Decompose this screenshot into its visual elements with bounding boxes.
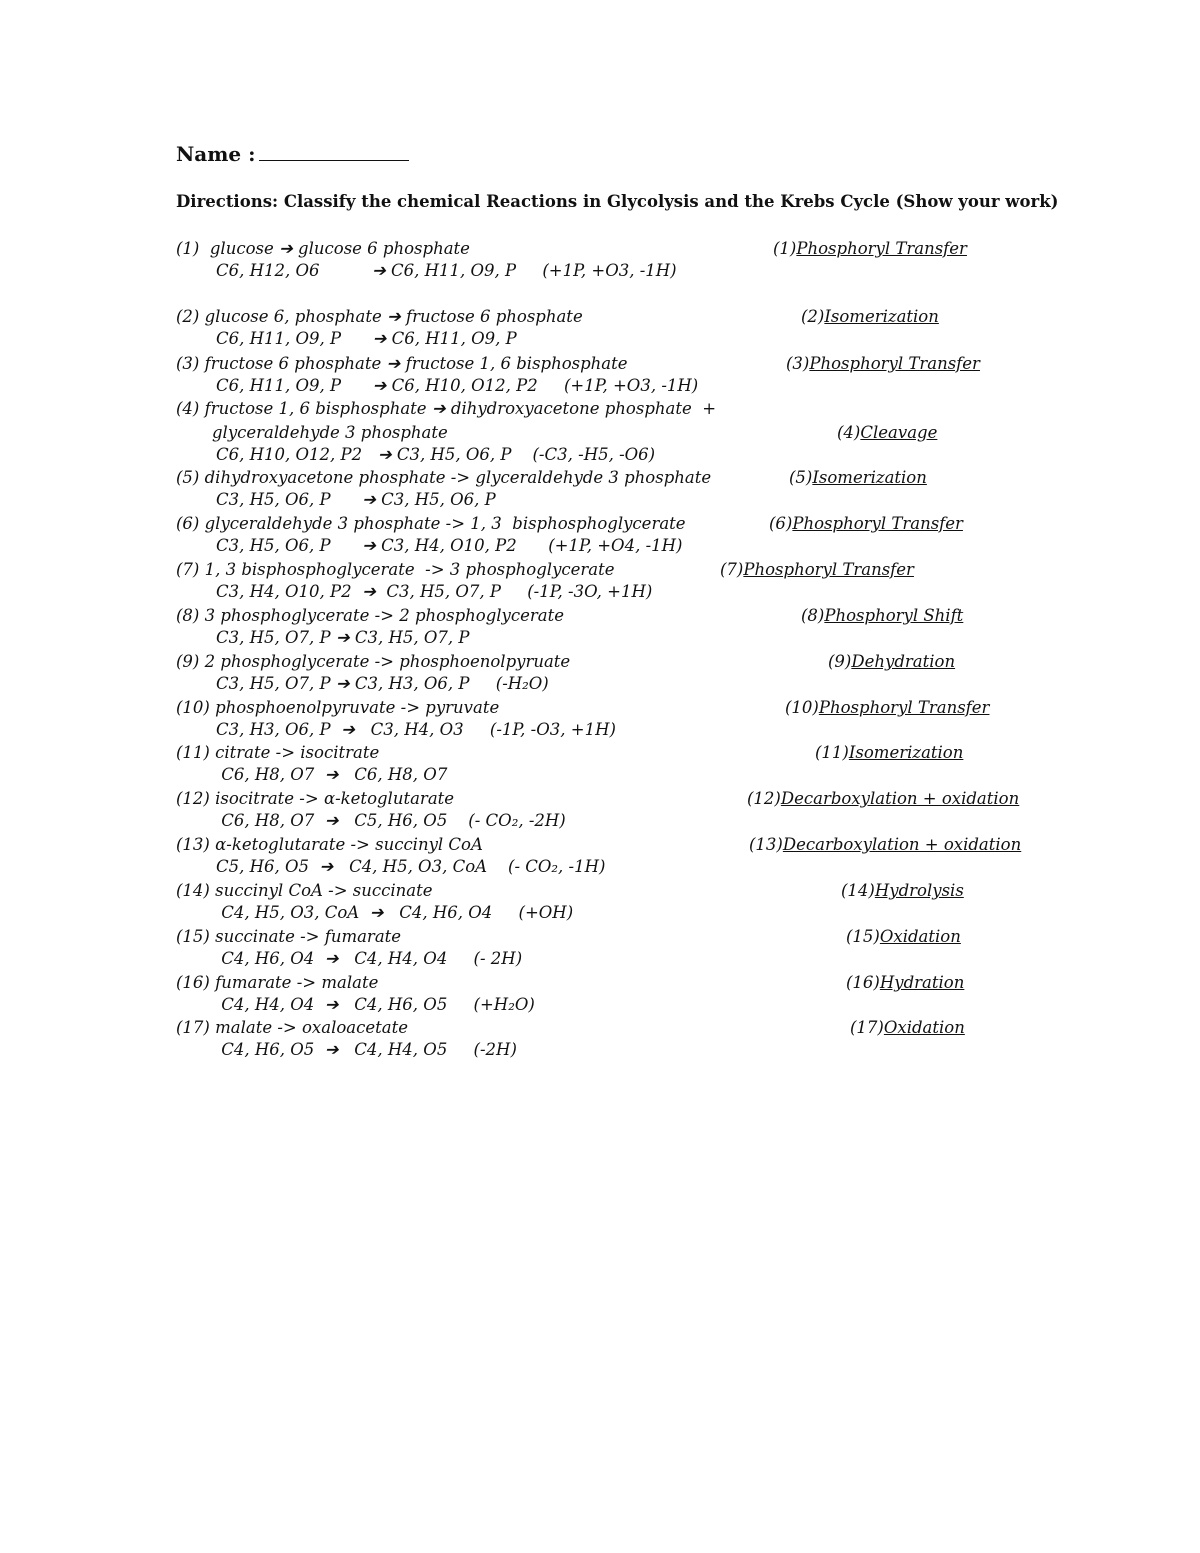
classification-answer: Phosphoryl Transfer — [809, 354, 980, 373]
reaction-formula: C3, H5, O7, P ➔ C3, H5, O7, P — [216, 628, 470, 647]
reaction-equation: (2) glucose 6, phosphate ➔ fructose 6 phosphate — [176, 307, 583, 326]
classification-answer: Oxidation — [883, 1018, 965, 1037]
reaction-formula: C4, H4, O4 ➔ C4, H6, O5 (+H₂O) — [216, 995, 535, 1014]
reaction-equation: (5) dihydroxyacetone phosphate -> glyceraldehyde 3 phosphate — [176, 468, 712, 487]
reaction-equation: (14) succinyl CoA -> succinate — [176, 881, 433, 900]
classification-number: (2) — [801, 307, 825, 326]
reaction-classification — [749, 835, 1021, 855]
reaction-classification — [720, 560, 914, 580]
name-blank-line[interactable] — [259, 142, 409, 161]
reaction-classification — [786, 354, 980, 374]
reaction-formula: C3, H5, O7, P ➔ C3, H3, O6, P (-H₂O) — [216, 674, 549, 693]
reaction-formula: C3, H5, O6, P ➔ C3, H5, O6, P — [216, 490, 496, 509]
classification-answer: Hydration — [879, 973, 965, 992]
classification-number: (17) — [850, 1018, 884, 1037]
classification-number: (12) — [747, 789, 781, 808]
reaction-classification — [846, 973, 964, 993]
reaction-classification — [801, 606, 963, 626]
reaction-formula: C3, H4, O10, P2 ➔ C3, H5, O7, P (-1P, -3O, +1H) — [216, 582, 653, 601]
reaction-equation: (3) fructose 6 phosphate ➔ fructose 1, 6 bisphosphate — [176, 354, 628, 373]
reaction-classification — [773, 239, 967, 259]
reaction-equation: (1) glucose ➔ glucose 6 phosphate — [176, 239, 470, 258]
classification-answer: Phosphoryl Transfer — [818, 698, 990, 717]
reaction-equation: (7) 1, 3 bisphosphoglycerate -> 3 phosphoglycerate — [176, 560, 615, 579]
directions: Directions: Classify the chemical Reactions in Glycolysis and the Krebs Cycle (Show your work) — [176, 192, 1059, 211]
classification-number: (15) — [846, 927, 880, 946]
name-label: Name : — [176, 142, 256, 166]
reaction-classification — [789, 468, 927, 488]
classification-number: (11) — [815, 743, 849, 762]
reaction-classification — [815, 743, 963, 763]
reaction-formula: C6, H12, O6 ➔ C6, H11, O9, P (+1P, +O3, -1H) — [216, 261, 677, 280]
reaction-equation: (9) 2 phosphoglycerate -> phosphoenolpyruate — [176, 652, 571, 671]
reaction-equation-continued: glyceraldehyde 3 phosphate — [212, 423, 448, 442]
classification-answer: Decarboxylation + oxidation — [780, 789, 1020, 808]
reaction-classification — [828, 652, 955, 672]
reaction-equation: (16) fumarate -> malate — [176, 973, 379, 992]
reaction-formula: C6, H10, O12, P2 ➔ C3, H5, O6, P (-C3, -H5, -O6) — [216, 445, 656, 464]
classification-number: (14) — [841, 881, 875, 900]
reaction-equation: (10) phosphoenolpyruvate -> pyruvate — [176, 698, 500, 717]
reaction-formula: C5, H6, O5 ➔ C4, H5, O3, CoA (- CO₂, -1H) — [216, 857, 606, 876]
classification-answer: Dehydration — [851, 652, 956, 671]
classification-answer: Phosphoryl Transfer — [796, 239, 967, 258]
classification-number: (8) — [801, 606, 825, 625]
reaction-classification — [837, 423, 937, 443]
classification-answer: Isomerization — [812, 468, 927, 487]
reaction-equation: (13) α-ketoglutarate -> succinyl CoA — [176, 835, 483, 854]
reaction-classification — [769, 514, 963, 534]
reaction-classification — [846, 927, 961, 947]
reaction-formula: C6, H11, O9, P ➔ C6, H10, O12, P2 (+1P, +O3, -1H) — [216, 376, 699, 395]
reaction-classification — [785, 698, 989, 718]
reaction-equation: (12) isocitrate -> α-ketoglutarate — [176, 789, 455, 808]
classification-answer: Isomerization — [824, 307, 939, 326]
reaction-classification — [801, 307, 939, 327]
classification-number: (16) — [846, 973, 880, 992]
reaction-formula: C6, H8, O7 ➔ C5, H6, O5 (- CO₂, -2H) — [216, 811, 566, 830]
reaction-equation: (15) succinate -> fumarate — [176, 927, 402, 946]
reaction-formula: C4, H6, O5 ➔ C4, H4, O5 (-2H) — [216, 1040, 517, 1059]
reaction-formula: C3, H3, O6, P ➔ C3, H4, O3 (-1P, -O3, +1H) — [216, 720, 616, 739]
reaction-classification — [850, 1018, 965, 1038]
reaction-formula: C4, H5, O3, CoA ➔ C4, H6, O4 (+OH) — [216, 903, 574, 922]
classification-answer: Decarboxylation + oxidation — [782, 835, 1022, 854]
reaction-formula: C6, H8, O7 ➔ C6, H8, O7 — [216, 765, 448, 784]
reaction-equation: (17) malate -> oxaloacetate — [176, 1018, 408, 1037]
classification-number: (6) — [769, 514, 793, 533]
reaction-equation: (11) citrate -> isocitrate — [176, 743, 380, 762]
classification-answer: Phosphoryl Shift — [824, 606, 964, 625]
reaction-equation: (4) fructose 1, 6 bisphosphate ➔ dihydroxyacetone phosphate + — [176, 399, 717, 418]
classification-number: (3) — [786, 354, 810, 373]
classification-answer: Cleavage — [860, 423, 938, 442]
classification-answer: Phosphoryl Transfer — [792, 514, 963, 533]
classification-number: (9) — [828, 652, 852, 671]
classification-answer: Hydrolysis — [874, 881, 964, 900]
reaction-equation: (6) glyceraldehyde 3 phosphate -> 1, 3 bisphosphoglycerate — [176, 514, 686, 533]
classification-answer: Isomerization — [848, 743, 964, 762]
classification-number: (4) — [837, 423, 861, 442]
reaction-formula: C6, H11, O9, P ➔ C6, H11, O9, P — [216, 329, 517, 348]
classification-number: (1) — [773, 239, 797, 258]
classification-answer: Phosphoryl Transfer — [743, 560, 914, 579]
name-field — [176, 142, 409, 166]
reaction-classification — [747, 789, 1019, 809]
reaction-formula: C4, H6, O4 ➔ C4, H4, O4 (- 2H) — [216, 949, 523, 968]
reaction-equation: (8) 3 phosphoglycerate -> 2 phosphoglycerate — [176, 606, 564, 625]
classification-number: (7) — [720, 560, 744, 579]
reaction-formula: C3, H5, O6, P ➔ C3, H4, O10, P2 (+1P, +O4, -1H) — [216, 536, 683, 555]
reaction-classification — [841, 881, 964, 901]
classification-answer: Oxidation — [879, 927, 961, 946]
classification-number: (5) — [789, 468, 813, 487]
classification-number: (10) — [785, 698, 819, 717]
classification-number: (13) — [749, 835, 783, 854]
